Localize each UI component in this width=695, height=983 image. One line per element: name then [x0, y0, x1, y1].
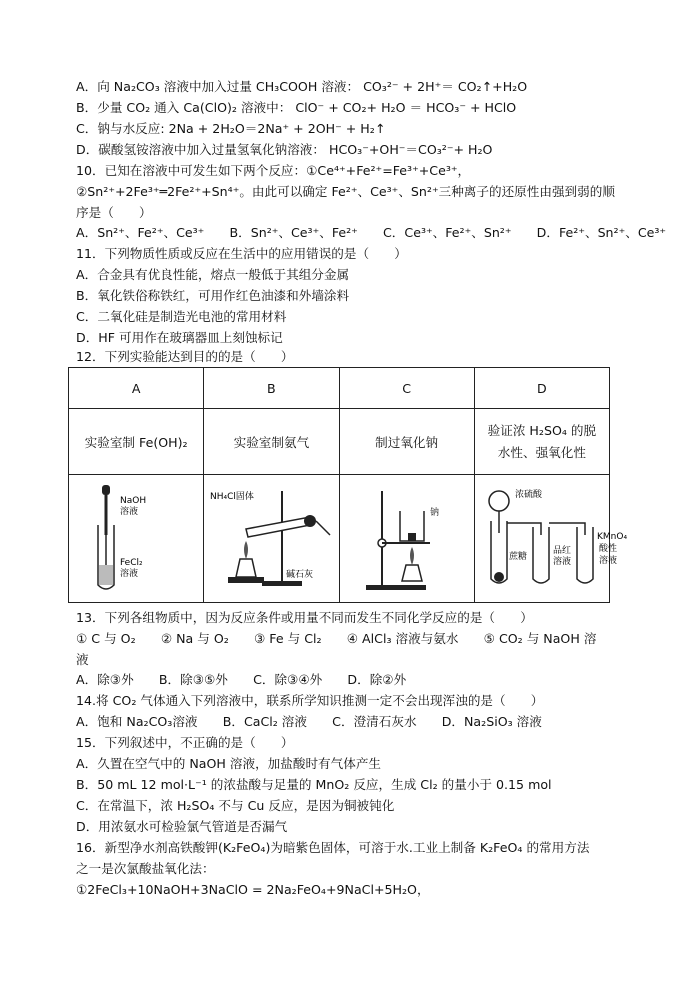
soda-lime-label: 碱石灰: [286, 569, 314, 580]
naoh-label: NaOH: [120, 495, 147, 506]
q15-stem: 15．下列叙述中，不正确的是（ ）: [76, 735, 294, 750]
magenta-solution-label: 溶液: [552, 556, 571, 567]
q15-option-c: C．在常温下，浓 H₂SO₄ 不与 Cu 反应，是因为铜被钝化: [76, 798, 395, 813]
sulfuric-acid-apparatus-illustration: [475, 477, 643, 597]
naoh-solution-label: 溶液: [120, 506, 139, 517]
table-header-d: D: [474, 368, 609, 409]
q11-option-a: A．合金具有优良性能，熔点一般低于其组分金属: [76, 267, 350, 282]
q10-stem-line2: ②Sn²⁺+2Fe³⁺═2Fe²⁺+Sn⁴⁺。由此可以确定 Fe²⁺、Ce³⁺、Sn²⁺三种离子的还原性由强到弱的顺: [76, 184, 615, 199]
apparatus-a: [69, 474, 204, 602]
table-header-a: A: [69, 368, 204, 409]
q14-stem: 14.将 CO₂ 气体通入下列溶液中，联系所学知识推测一定不会出现浑浊的是（ ）: [76, 693, 544, 708]
kmno4-solution-label: 溶液: [598, 555, 617, 566]
q13-options: A．除③外 B．除③⑤外 C．除③④外 D．除②外: [76, 672, 407, 687]
q13-stem: 13．下列各组物质中，因为反应条件或用量不同而发生不同化学反应的是（ ）: [76, 610, 533, 625]
q16-stem-line2: 之一是次氯酸盐氧化法：: [76, 861, 215, 876]
q10-stem-line1: 10．已知在溶液中可发生如下两个反应：①Ce⁴⁺+Fe²⁺=Fe³⁺+Ce³⁺，: [76, 163, 471, 178]
fe-oh2-apparatus-illustration: [76, 477, 196, 597]
sucrose-label: 蔗糖: [508, 551, 527, 562]
q9-option-a: A．向 Na₂CO₃ 溶液中加入过量 CH₃COOH 溶液： CO₃²⁻ + 2H⁺＝ CO₂↑+H₂O: [76, 79, 528, 94]
desc-d: 验证浓 H₂SO₄ 的脱水性、强氧化性: [474, 409, 609, 475]
q11-stem: 11．下列物质性质或反应在生活中的应用错误的是（ ）: [76, 246, 407, 261]
q9-option-b: B．少量 CO₂ 通入 Ca(ClO)₂ 溶液中： ClO⁻ + CO₂+ H₂O ＝ HCO₃⁻ + HClO: [76, 100, 517, 115]
sodium-label: 钠: [429, 507, 439, 518]
q12-stem: 12．下列实验能达到目的的是（ ）: [76, 349, 294, 364]
apparatus-d: [474, 474, 627, 602]
fecl2-solution-label: 溶液: [120, 568, 139, 579]
q15-option-d: D．用浓氨水可检验氯气管道是否漏气: [76, 819, 288, 834]
q12-experiment-table: [68, 367, 627, 603]
q15-option-a: A．久置在空气中的 NaOH 溶液，加盐酸时有气体产生: [76, 756, 382, 771]
q13-items: ① C 与 O₂ ② Na 与 O₂ ③ Fe 与 Cl₂ ④ AlCl₃ 溶液与氨水 ⑤ CO₂ 与 NaOH 溶: [76, 631, 597, 646]
q9-option-c: C．钠与水反应: 2Na + 2H₂O＝2Na⁺ + 2OH⁻ + H₂↑: [76, 121, 386, 136]
q13-items-cont: 液: [76, 652, 89, 667]
ammonia-apparatus-illustration: [206, 477, 336, 597]
q11-option-b: B．氧化铁俗称铁红，可用作红色油漆和外墙涂料: [76, 288, 350, 303]
desc-a: 实验室制 Fe(OH)₂: [69, 409, 204, 475]
desc-c: 制过氧化钠: [339, 409, 474, 475]
q14-options: A．饱和 Na₂CO₃溶液 B．CaCl₂ 溶液 C．澄清石灰水 D．Na₂SiO₃ 溶液: [76, 714, 542, 729]
q11-option-c: C．二氧化硅是制造光电池的常用材料: [76, 309, 287, 324]
q9-option-d: D．碳酸氢铵溶液中加入过量氢氧化钠溶液： HCO₃⁻+OH⁻＝CO₃²⁻+ H₂O: [76, 142, 493, 157]
nh4cl-label: NH₄Cl固体: [210, 491, 255, 502]
desc-b: 实验室制氨气: [204, 409, 339, 475]
q16-stem-line1: 16．新型净水剂高铁酸钾(K₂FeO₄)为暗紫色固体，可溶于水.工业上制备 K₂FeO₄ 的常用方法: [76, 840, 590, 855]
fecl2-label: FeCl₂: [120, 557, 143, 568]
magenta-label: 品红: [552, 545, 571, 556]
table-header-b: B: [204, 368, 339, 409]
sodium-peroxide-apparatus-illustration: [352, 477, 462, 597]
q16-equation-1: ①2FeCl₃+10NaOH+3NaClO = 2Na₂FeO₄+9NaCl+5H₂O，: [76, 882, 430, 897]
table-header-c: C: [339, 368, 474, 409]
q10-stem-line3: 序是（ ）: [76, 205, 152, 220]
kmno4-label: KMnO₄: [596, 531, 627, 542]
q11-option-d: D．HF 可用作在玻璃器皿上刻蚀标记: [76, 330, 283, 345]
q15-option-b: B．50 mL 12 mol·L⁻¹ 的浓盐酸与足量的 MnO₂ 反应，生成 Cl₂ 的量小于 0.15 mol: [76, 777, 552, 792]
q10-options: A．Sn²⁺、Fe²⁺、Ce³⁺ B．Sn²⁺、Ce³⁺、Fe²⁺ C．Ce³⁺、Fe²⁺、Sn²⁺ D．Fe²⁺、Sn²⁺、Ce³⁺: [76, 225, 667, 240]
conc-sulfuric-label: 浓硫酸: [514, 489, 542, 500]
apparatus-b: [204, 474, 339, 602]
apparatus-c: [339, 474, 474, 602]
kmno4-acidic-label: 酸性: [598, 543, 617, 554]
